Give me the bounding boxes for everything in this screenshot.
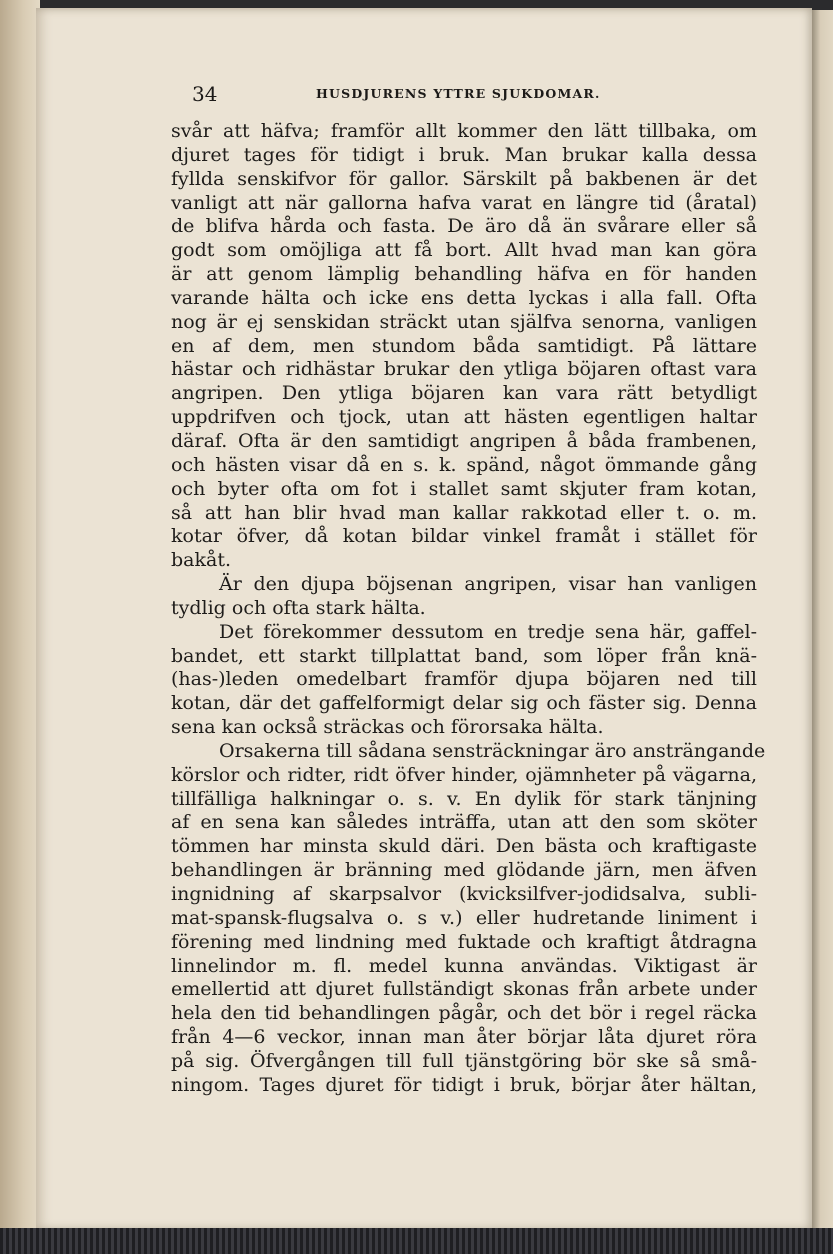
text-line: så att han blir hvad man kallar rakkotad eller t. o. m. [171,501,757,524]
text-line: tydlig och ofta stark hälta. [171,596,426,619]
text-line: godt som omöjliga att få bort. Allt hvad man kan göra [171,239,757,262]
text-line: fyllda senskifvor för gallor. Särskilt på bakbenen är det [171,167,757,190]
text-line: bakåt. [171,549,232,572]
text-line: varande hälta och icke ens detta lyckas i alla fall. Ofta [171,286,757,309]
text-line: nog är ej senskidan sträckt utan själfva senorna, vanligen [171,310,757,333]
text-line: (has-)leden omedelbart framför djupa böjaren ned till [171,668,757,691]
text-line: tömmen har minsta skuld däri. Den bästa och kraftigaste [171,835,757,858]
text-line: ingnidning af skarpsalvor (kvicksilfver-jodidsalva, subli- [171,883,757,905]
text-line: och hästen visar då en s. k. spänd, något ömmande gång [171,453,757,476]
text-line: djuret tages för tidigt i bruk. Man brukar kalla dessa [171,143,757,166]
text-line: behandlingen är bränning med glödande järn, men äfven [171,859,757,882]
text-line: tillfälliga halkningar o. s. v. En dylik för stark tänjning [171,787,757,810]
text-line: Det förekommer dessutom en tredje sena här, gaffel- [219,620,757,643]
text-line: kotar öfver, då kotan bildar vinkel framåt i stället för [171,525,757,548]
page-header [192,82,752,106]
text-line: emellertid att djuret fullständigt skonas från arbete under [171,978,757,1001]
text-line: Är den djupa böjsenan angripen, visar han vanligen [219,573,757,596]
text-line: Orsakerna till sådana sensträckningar äro ansträngande [219,739,766,762]
page-number: 34 [192,82,218,106]
text-line: kotan, där det gaffelformigt delar sig och fäster sig. Denna [171,692,757,715]
text-line: de blifva hårda och fasta. De äro då än svårare eller så [171,215,757,238]
text-line: är att genom lämplig behandling häfva en för handen [171,263,757,286]
text-line: på sig. Öfvergången till full tjänstgöring bör ske så små- [171,1049,757,1072]
text-line: en af dem, men stundom båda samtidigt. På lättare [171,334,757,357]
text-line: förening med lindning med fuktade och kraftigt åtdragna [171,930,757,953]
text-line: sena kan också sträckas och förorsaka hälta. [171,716,604,739]
book-bottom-edge [0,1228,833,1254]
text-line: svår att häfva; framför allt kommer den lätt tillbaka, om [171,120,757,142]
text-line: körslor och ridter, ridt öfver hinder, ojämnheter på vägarna, [171,763,757,786]
text-line: hästar och ridhästar brukar den ytliga böjaren oftast vara [171,358,757,381]
text-line: mat-spansk-flugsalva o. s v.) eller hudretande liniment i [171,906,757,929]
text-line: och byter ofta om fot i stallet samt skjuter fram kotan, [171,477,757,500]
text-line: ningom. Tages djuret för tidigt i bruk, börjar åter hältan, [171,1073,757,1096]
text-line: från 4—6 veckor, innan man åter börjar låta djuret röra [171,1026,757,1049]
text-line: af en sena kan således inträffa, utan att den som sköter [171,811,757,834]
text-line: vanligt att när gallorna hafva varat en längre tid (åratal) [171,191,757,214]
running-head: HUSDJURENS YTTRE SJUKDOMAR. [316,86,601,101]
next-page-edge [812,10,833,1235]
text-line: linnelindor m. fl. medel kunna användas. Viktigast är [171,954,757,977]
text-line: uppdrifven och tjock, utan att hästen egentligen haltar [171,406,757,429]
text-line: hela den tid behandlingen pågår, och det bör i regel räcka [171,1002,757,1025]
text-line: däraf. Ofta är den samtidigt angripen å båda frambenen, [171,429,757,452]
book-page-left-edge [0,0,40,1254]
body-text [171,120,766,1098]
text-line: angripen. Den ytliga böjaren kan vara rätt betydligt [171,382,757,405]
text-line: bandet, ett starkt tillplattat band, som löper från knä- [171,644,757,667]
